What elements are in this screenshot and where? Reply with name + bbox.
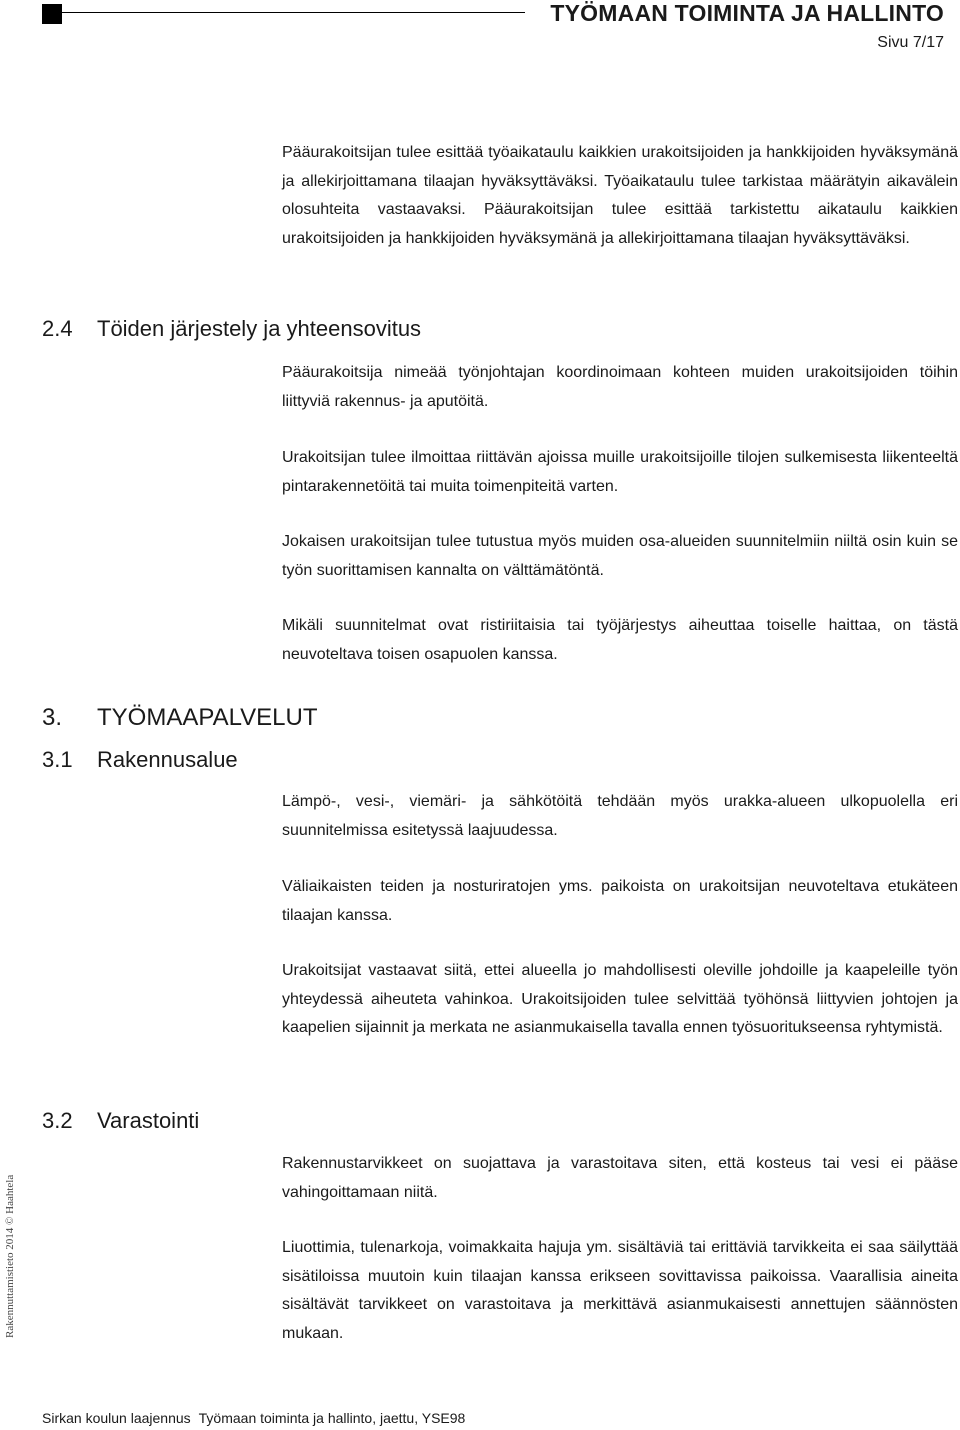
copyright-side-note: Rakennuttamistieto 2014 © Haahtela (4, 1174, 16, 1338)
page-footer (42, 1410, 465, 1426)
section-title: Rakennusalue (97, 747, 238, 772)
paragraph: Mikäli suunnitelmat ovat ristiriitaisia tai työjärjestys aiheuttaa toiselle haittaa, on tästä neuvoteltava toisen osapuolen kanssa. (282, 617, 958, 663)
section-number: 3. (42, 704, 63, 731)
header-square-mark (42, 4, 62, 24)
paragraph: Pääurakoitsija nimeää työnjohtajan koordinoimaan kohteen muiden urakoitsijoiden töihin liittyviä rakennus- ja aputöitä. (282, 364, 958, 410)
section-number: 3.1 (42, 747, 73, 772)
document-title: TYÖMAAN TOIMINTA JA HALLINTO (550, 0, 944, 26)
paragraph: Väliaikaisten teiden ja nosturiratojen yms. paikoista on urakoitsijan neuvoteltava etukäteen tilaajan kanssa. (282, 878, 958, 924)
section-number: 2.4 (42, 316, 73, 341)
section-3-heading (42, 704, 318, 732)
section-3-2-heading (42, 1108, 199, 1134)
section-3-1-heading (42, 747, 238, 773)
paragraph: Rakennustarvikkeet on suojattava ja varastoitava siten, että kosteus tai vesi ei pääse vahingoittamaan niitä. (282, 1155, 958, 1201)
section-title: Töiden järjestely ja yhteensovitus (97, 316, 422, 341)
paragraph: Liuottimia, tulenarkoja, voimakkaita hajuja ym. sisältäviä tai erittäviä tarvikkeita ei saa säilyttää sisätiloissa muutoin kuin tilaajan kanssa erikseen sovittavissa paikoissa. Vaarallisia aineita sisältävät tarvikkeet on varastoitava ja merkittävä asianmukaisesti annettujen säännösten mukaan. (282, 1239, 958, 1342)
footer-project: Sirkan koulun laajennus (42, 1410, 191, 1426)
section-number: 3.2 (42, 1108, 73, 1133)
paragraph: Urakoitsijan tulee ilmoittaa riittävän ajoissa muille urakoitsijoille tilojen sulkemisesta liikenteeltä pintarakennetöitä tai muita toimenpiteitä varten. (282, 449, 958, 495)
section-2-4-heading (42, 316, 421, 342)
intro-paragraph: Pääurakoitsijan tulee esittää työaikataulu kaikkien urakoitsijoiden ja hankkijoiden hyväksymänä ja allekirjoittamana tilaajan hyväksyttäväksi. Työaikataulu tulee tarkistaa määrätyin aikavälein olosuhteita vastaavaksi. Pääurakoitsijan tulee esittää tarkistettu aikataulu kaikkien urakoitsijoiden ja hankkijoiden hyväksymänä ja allekirjoittamana tilaajan hyväksyttäväksi. (282, 144, 958, 247)
paragraph: Urakoitsijat vastaavat siitä, ettei alueella jo mahdollisesti oleville johdoille ja kaapeleille työn yhteydessä aiheuteta vahinkoa. Urakoitsijoiden tulee selvittää työhönsä liittyvien johtojen ja kaapelien sijainnit ja merkata ne asianmukaisella tavalla ennen työsuoritukseensa ryhtymistä. (282, 962, 958, 1036)
paragraph: Lämpö-, vesi-, viemäri- ja sähkötöitä tehdään myös urakka-alueen ulkopuolella eri suunnitelmissa esitetyssä laajuudessa. (282, 793, 958, 839)
page-number: Sivu 7/17 (877, 34, 944, 51)
footer-document: Työmaan toiminta ja hallinto, jaettu, YSE98 (198, 1410, 466, 1426)
paragraph: Jokaisen urakoitsijan tulee tutustua myös muiden osa-alueiden suunnitelmiin niiltä osin kuin se työn suorittamisen kannalta on välttämätöntä. (282, 533, 958, 579)
section-title: TYÖMAAPALVELUT (97, 704, 318, 731)
section-title: Varastointi (97, 1108, 200, 1133)
header-rule (62, 12, 525, 13)
